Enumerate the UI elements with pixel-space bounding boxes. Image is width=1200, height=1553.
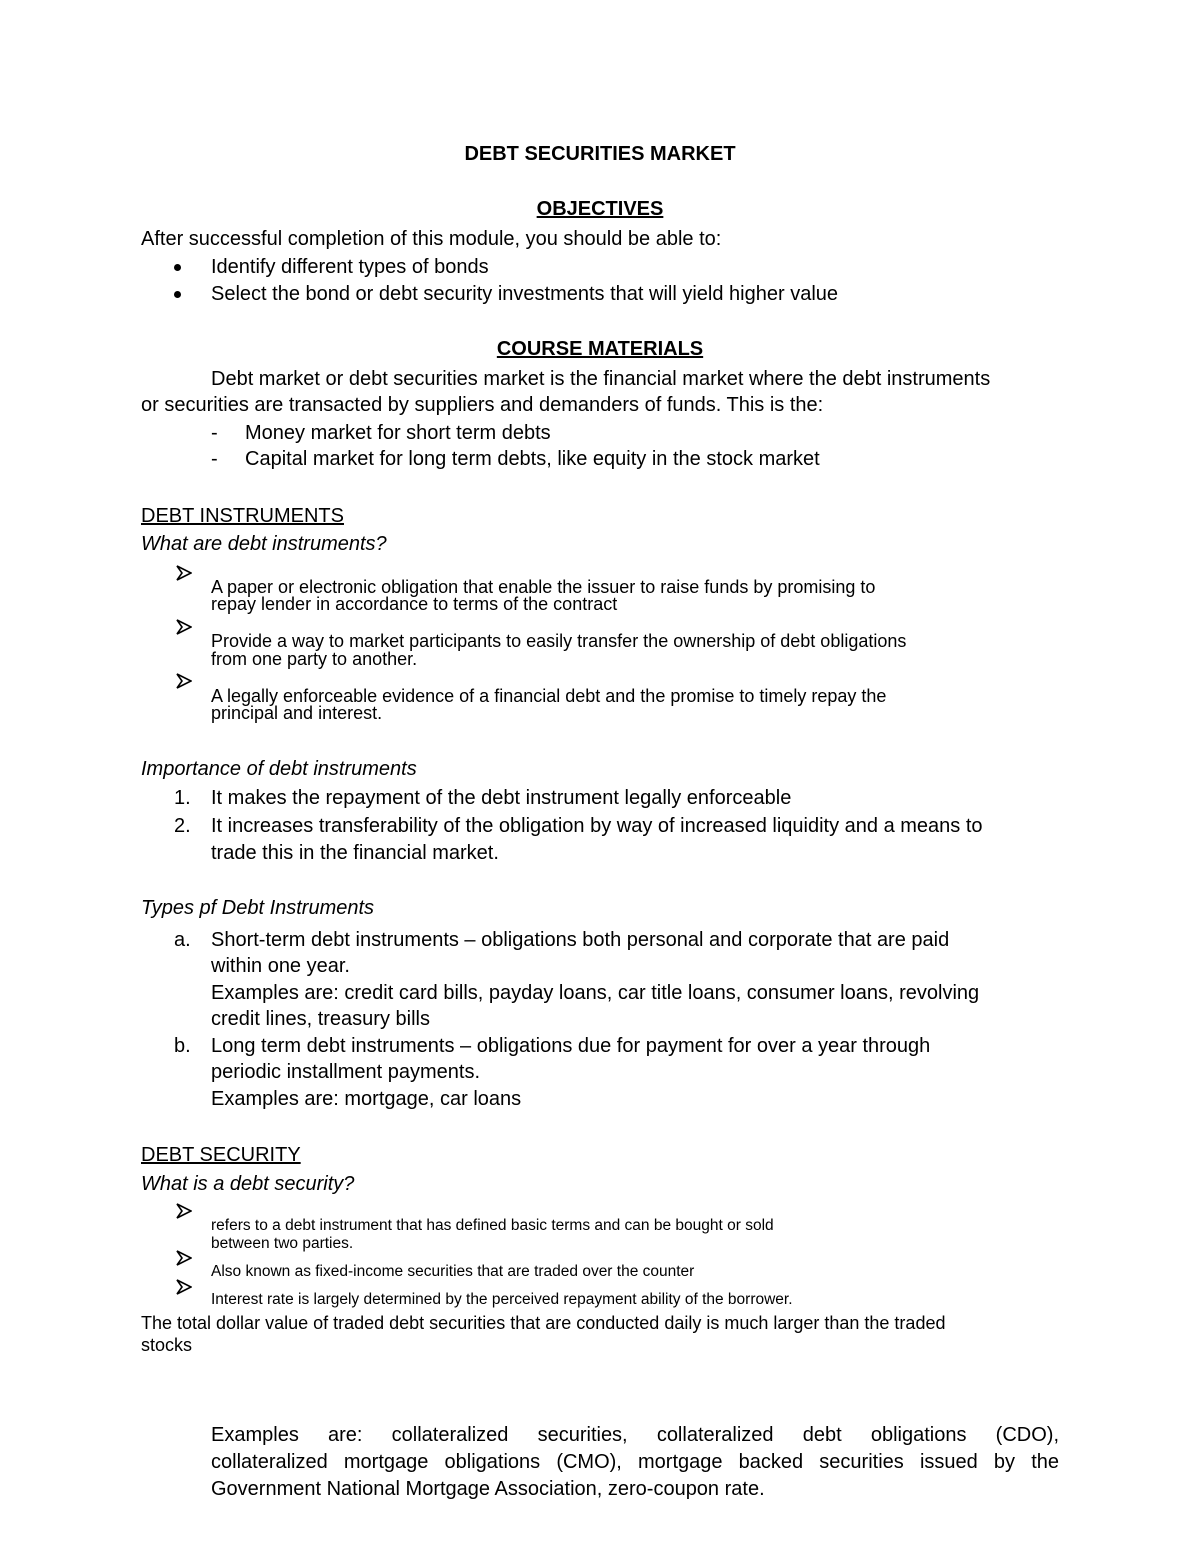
type-line: credit lines, treasury bills — [211, 1008, 430, 1030]
objective-item: Identify different types of bonds — [211, 256, 489, 278]
debt-instruments-question: What are debt instruments? — [141, 533, 387, 555]
debt-security-question: What is a debt security? — [141, 1173, 355, 1195]
arrow-bullet-icon — [176, 619, 192, 635]
type-letter: b. — [174, 1035, 191, 1057]
total-value-line: stocks — [141, 1335, 193, 1355]
type-line: Long term debt instruments – obligations due for payment for over a year through — [211, 1035, 931, 1057]
importance-heading: Importance of debt instruments — [141, 758, 417, 780]
debt-instrument-point-line: repay lender in accordance to terms of the contract — [211, 594, 618, 614]
dash-item: Money market for short term debts — [245, 422, 551, 444]
type-line: Examples are: credit card bills, payday loans, car title loans, consumer loans, revolving — [211, 982, 980, 1004]
type-line: Examples are: mortgage, car loans — [211, 1088, 522, 1110]
examples-line: Examples are: collateralized securities, collateralized debt obligations (CDO), — [211, 1424, 1059, 1446]
importance-item: It makes the repayment of the debt instrument legally enforceable — [211, 787, 792, 809]
debt-security-point-line: refers to a debt instrument that has defined basic terms and can be bought or sold — [211, 1217, 774, 1234]
debt-security-point-line: Also known as fixed-income securities that are traded over the counter — [211, 1263, 695, 1280]
objective-item: Select the bond or debt security investments that will yield higher value — [211, 283, 839, 305]
debt-instrument-point-line: principal and interest. — [211, 703, 383, 723]
examples-line: Government National Mortgage Association, zero-coupon rate. — [211, 1478, 765, 1500]
debt-instrument-point-line: Provide a way to market participants to easily transfer the ownership of debt obligations — [211, 631, 907, 651]
type-line: Short-term debt instruments – obligations both personal and corporate that are paid — [211, 929, 950, 951]
debt-security-point-line: Interest rate is largely determined by the perceived repayment ability of the borrower. — [211, 1291, 793, 1308]
debt-instrument-point-line: A legally enforceable evidence of a financial debt and the promise to timely repay the — [211, 686, 887, 706]
examples-line: collateralized mortgage obligations (CMO), mortgage backed securities issued by the — [211, 1451, 1059, 1473]
debt-instruments-heading: DEBT INSTRUMENTS — [141, 505, 344, 527]
total-value-line: The total dollar value of traded debt securities that are conducted daily is much larger than the traded — [141, 1313, 946, 1333]
importance-item: trade this in the financial market. — [211, 842, 499, 864]
arrow-bullet-icon — [176, 1279, 192, 1295]
course-materials-paragraph-line: Debt market or debt securities market is the financial market where the debt instruments — [211, 368, 991, 390]
importance-number: 1. — [174, 787, 191, 809]
arrow-bullet-icon — [176, 1250, 192, 1266]
importance-number: 2. — [174, 815, 191, 837]
dash-item: Capital market for long term debts, like equity in the stock market — [245, 448, 820, 470]
debt-security-heading: DEBT SECURITY — [141, 1144, 301, 1166]
bullet-icon — [174, 291, 181, 298]
dash-marker: - — [211, 448, 218, 470]
page-title: DEBT SECURITIES MARKET — [464, 143, 736, 165]
arrow-bullet-icon — [176, 1203, 192, 1219]
debt-instrument-point-line: A paper or electronic obligation that enable the issuer to raise funds by promising to — [211, 577, 876, 597]
objectives-heading: OBJECTIVES — [536, 198, 664, 220]
bullet-icon — [174, 264, 181, 271]
debt-instrument-point-line: from one party to another. — [211, 649, 418, 669]
course-materials-paragraph-line: or securities are transacted by suppliers and demanders of funds. This is the: — [141, 394, 824, 416]
debt-security-point-line: between two parties. — [211, 1235, 354, 1252]
type-letter: a. — [174, 929, 191, 951]
type-line: within one year. — [211, 955, 350, 977]
types-heading: Types pf Debt Instruments — [141, 897, 375, 919]
dash-marker: - — [211, 422, 218, 444]
course-materials-heading: COURSE MATERIALS — [496, 338, 704, 360]
arrow-bullet-icon — [176, 565, 192, 581]
arrow-bullet-icon — [176, 673, 192, 689]
objectives-intro: After successful completion of this module, you should be able to: — [141, 228, 722, 250]
type-line: periodic installment payments. — [211, 1061, 481, 1083]
importance-item: It increases transferability of the obligation by way of increased liquidity and a means to — [211, 815, 983, 837]
